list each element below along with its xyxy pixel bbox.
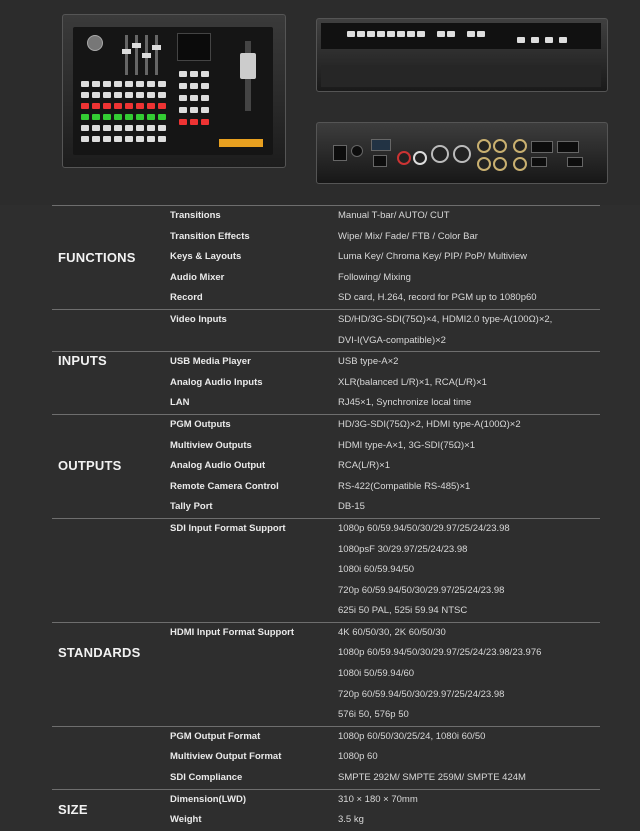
spec-value: RCA(L/R)×1 [338, 460, 390, 472]
spec-value: 310 × 180 × 70mm [338, 793, 418, 805]
spec-value: XLR(balanced L/R)×1, RCA(L/R)×1 [338, 376, 487, 388]
spec-value: SMPTE 292M/ SMPTE 259M/ SMPTE 424M [338, 772, 526, 784]
spec-row [52, 664, 600, 685]
spec-row [52, 643, 600, 664]
spec-value: SD/HD/3G-SDI(75Ω)×4, HDMI2.0 type-A(100Ω)×2, [338, 313, 553, 325]
spec-value: 4K 60/50/30, 2K 60/50/30 [338, 626, 446, 638]
switcher-rear-panel-image [316, 122, 608, 184]
spec-row [52, 310, 600, 331]
spec-key: Dimension(LWD) [170, 793, 246, 805]
section-title: OUTPUTS [58, 458, 122, 474]
spec-value: HD/3G-SDI(75Ω)×2, HDMI type-A(100Ω)×2 [338, 418, 521, 430]
spec-value: 1080p 60/59.94/50/30/29.97/25/24/23.98 [338, 522, 510, 534]
section-standards [52, 518, 600, 789]
spec-value: 1080i 60/59.94/50 [338, 564, 415, 576]
spec-value: 1080p 60/50/30/25/24, 1080i 60/50 [338, 730, 486, 742]
spec-value: 3.5 kg [338, 814, 364, 826]
spec-key: Multiview Outputs [170, 439, 252, 451]
spec-row [52, 227, 600, 248]
product-images [0, 0, 640, 205]
section-outputs [52, 414, 600, 518]
section-title: INPUTS [58, 353, 107, 369]
spec-value: 720p 60/59.94/50/30/29.97/25/24/23.98 [338, 688, 505, 700]
spec-value: HDMI type-A×1, 3G-SDI(75Ω)×1 [338, 439, 475, 451]
spec-value: 720p 60/59.94/50/30/29.97/25/24/23.98 [338, 584, 505, 596]
spec-row [52, 622, 600, 644]
section-size [52, 789, 600, 831]
spec-row [52, 747, 600, 768]
spec-key: Analog Audio Output [170, 460, 266, 472]
spec-value: 576i 50, 576p 50 [338, 709, 409, 721]
spec-row [52, 288, 600, 309]
spec-row [52, 768, 600, 789]
spec-row [52, 519, 600, 540]
spec-row [52, 581, 600, 602]
spec-key: Multiview Output Format [170, 751, 282, 763]
spec-value: 1080i 50/59.94/60 [338, 668, 415, 680]
spec-value: 1080psF 30/29.97/25/24/23.98 [338, 543, 468, 555]
spec-key: PGM Output Format [170, 730, 261, 742]
spec-key: HDMI Input Format Support [170, 626, 295, 638]
spec-row [52, 331, 600, 352]
spec-row [52, 726, 600, 748]
spec-key: Transition Effects [170, 230, 250, 242]
spec-value: SD card, H.264, record for PGM up to 1080p60 [338, 292, 537, 304]
spec-row [52, 351, 600, 373]
spec-row [52, 601, 600, 622]
spec-row [52, 477, 600, 498]
spec-row [52, 560, 600, 581]
spec-value: 1080p 60/59.94/50/30/29.97/25/24/23.98/23.976 [338, 647, 542, 659]
spec-value: Following/ Mixing [338, 271, 411, 283]
spec-row [52, 497, 600, 518]
spec-value: DB-15 [338, 501, 365, 513]
spec-key: USB Media Player [170, 356, 251, 368]
section-functions [52, 205, 600, 309]
spec-row [52, 206, 600, 227]
spec-value: Wipe/ Mix/ Fade/ FTB / Color Bar [338, 230, 478, 242]
spec-key: LAN [170, 397, 190, 409]
spec-key: SDI Compliance [170, 772, 243, 784]
spec-key: Weight [170, 814, 202, 826]
spec-row [52, 540, 600, 561]
spec-value: 625i 50 PAL, 525i 59.94 NTSC [338, 605, 468, 617]
spec-value: 1080p 60 [338, 751, 378, 763]
spec-row [52, 415, 600, 436]
spec-key: Transitions [170, 210, 221, 221]
spec-row [52, 373, 600, 394]
spec-key: Video Inputs [170, 313, 227, 325]
spec-key: SDI Input Format Support [170, 522, 286, 534]
spec-key: Analog Audio Inputs [170, 376, 263, 388]
spec-key: Remote Camera Control [170, 480, 279, 492]
switcher-front-view-image [316, 18, 608, 92]
spec-value: RJ45×1, Synchronize local time [338, 397, 472, 409]
spec-value: DVI-I(VGA-compatible)×2 [338, 334, 446, 346]
spec-value: RS-422(Compatible RS-485)×1 [338, 480, 471, 492]
spec-row [52, 810, 600, 831]
section-inputs [52, 309, 600, 414]
spec-row [52, 247, 600, 268]
spec-row [52, 393, 600, 414]
section-title: SIZE [58, 802, 88, 818]
spec-key: Record [170, 292, 203, 304]
section-title: STANDARDS [58, 644, 141, 660]
section-title: FUNCTIONS [58, 249, 136, 265]
spec-key: PGM Outputs [170, 418, 231, 430]
spec-key: Tally Port [170, 501, 213, 513]
spec-value: Manual T-bar/ AUTO/ CUT [338, 210, 450, 221]
spec-table [52, 205, 600, 831]
switcher-top-view-image [62, 14, 286, 168]
spec-row [52, 685, 600, 706]
spec-value: USB type-A×2 [338, 356, 399, 368]
spec-row [52, 268, 600, 289]
spec-row [52, 436, 600, 457]
spec-row [52, 790, 600, 811]
spec-key: Keys & Layouts [170, 251, 242, 263]
spec-value: Luma Key/ Chroma Key/ PIP/ PoP/ Multiview [338, 251, 528, 263]
spec-key: Audio Mixer [170, 271, 225, 283]
spec-row [52, 456, 600, 477]
spec-row [52, 705, 600, 726]
